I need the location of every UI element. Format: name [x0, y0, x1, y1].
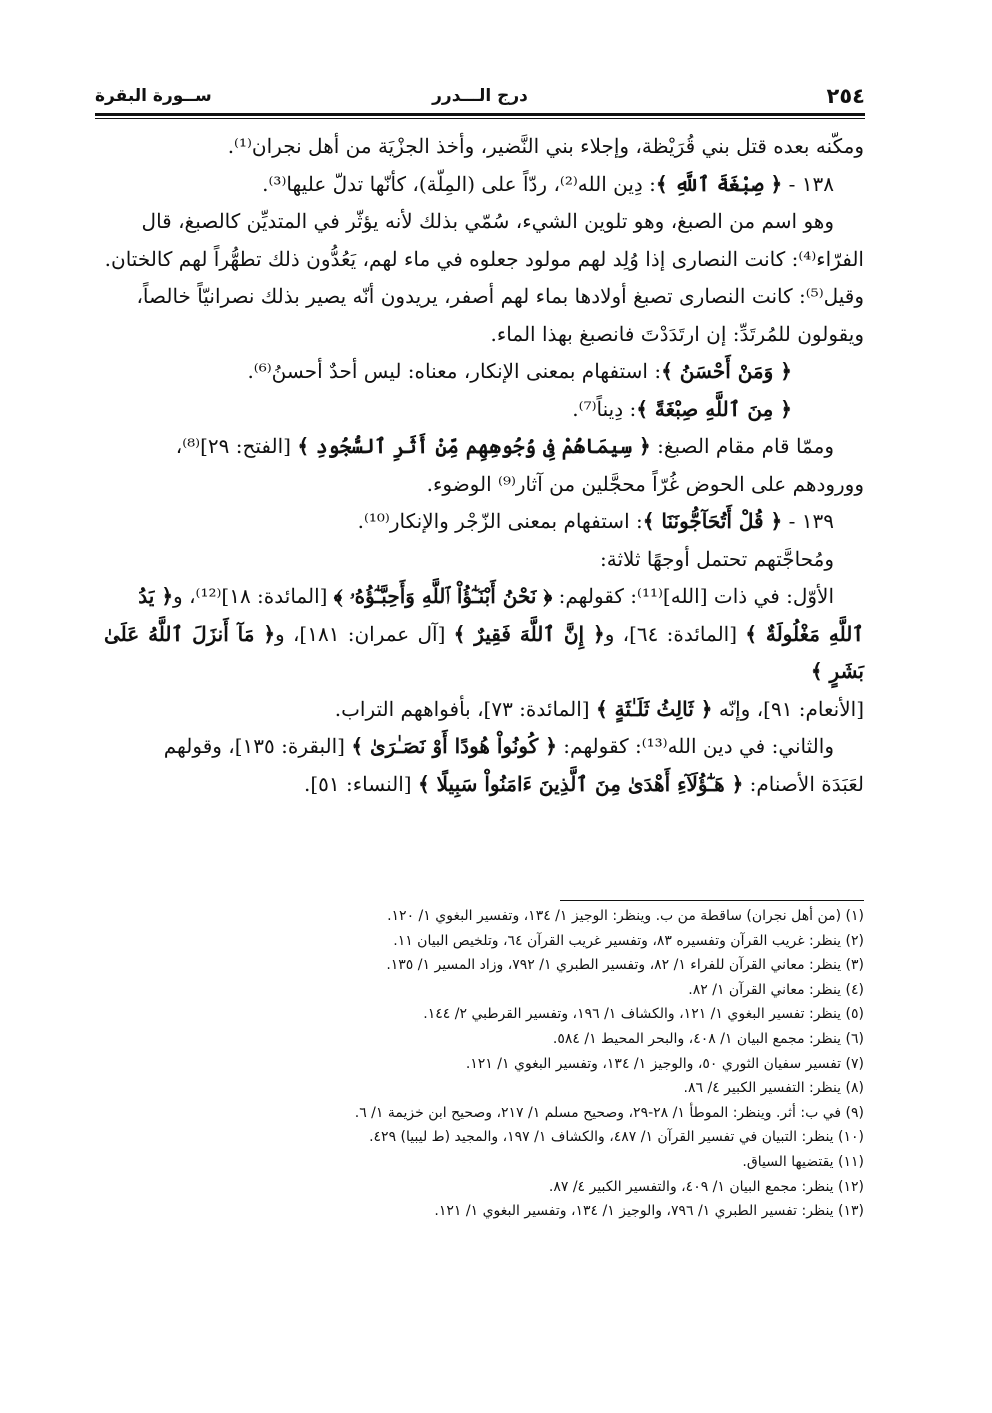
text-span: والثاني: في دين الله⁽¹³⁾: كقولهم: [556, 734, 834, 758]
footnote: (٨) ينظر: التفسير الكبير ٤/ ٨٦. [683, 1080, 864, 1097]
text-span: [الفتح: ٢٩]⁽⁸⁾، [175, 434, 298, 458]
text-line [104, 691, 864, 729]
footnote: (٥) ينظر: تفسير البغوي ١/ ١٢١، والكشاف ١/ ١٩٦، وتفسير القرطبي ٢/ ١٤٤. [423, 1006, 864, 1023]
text-span: الأوّل: في ذات [الله]⁽¹¹⁾: كقولهم: [552, 584, 834, 608]
quran-quote: ﴿ صِبْغَةَ ٱللَّهِ ﴾ [655, 171, 783, 196]
text-line: وقيل⁽⁵⁾: كانت النصارى تصبغ أولادها بماء لهم أصفر، يريدون أنّه يصير بذلك نصرانيّاً خالصاً، [136, 284, 864, 308]
footnote: (١) (من أهل نجران) ساقطة من ب. وينظر: الوجيز ١/ ١٣٤، وتفسير البغوي ١/ ١٢٠. [387, 908, 864, 924]
footnote: (١٢) ينظر: مجمع البيان ١/ ٤٠٩، والتفسير الكبير ٤/ ٨٧. [548, 1178, 864, 1195]
text-span: وممّا قام مقام الصبغ: [650, 434, 834, 458]
page-number: ٢٥٤ [826, 84, 865, 108]
footnote: (٩) في ب: أثر. وينظر: الموطأ ١/ ٢٨-٢٩، وصحيح مسلم ١/ ٢١٧، وصحيح ابن خزيمة ١/ ٦. [354, 1104, 864, 1121]
quran-quote: ﴿ وَمَنْ أَحْسَنُ ﴾ [661, 359, 792, 383]
text-line: الفرّاء⁽⁴⁾: كانت النصارى إذا وُلِد لهم مولود جعلوه في ماء لهم، يَعُدُّون ذلك تطهُّراً لهم كالختان. [104, 246, 864, 271]
text-span: : دِين الله⁽²⁾، ردّاً على (المِلّة)، كأنّها تدلّ عليها⁽³⁾. [262, 171, 656, 196]
text-span: [البقرة: ١٣٥]، وقولهم [163, 734, 352, 758]
text-span: : استفهام بمعنى الزّجْر والإنكار⁽¹⁰⁾. [357, 509, 643, 533]
footnote: (١٠) ينظر: التبيان في تفسير القرآن ١/ ٤٨٧، والكشاف ١/ ١٩٧، والمجيد (ط ليبيا) ٤٢٩. [369, 1129, 864, 1146]
text-line: وورودهم على الحوض غُرّاً محجَّلين من آثار⁽⁹⁾ الوضوء. [426, 471, 864, 496]
verse-number: ١٣٩ - [782, 509, 834, 533]
quran-quote: ﴿ ثَالِثُ ثَلَـٰثَةٍ ﴾ [595, 696, 713, 721]
quran-quote: ﴿ مَآ أَنزَلَ ٱللَّهُ عَلَىٰ بَشَرٍ ﴾ [104, 621, 864, 683]
text-span: [المائدة: ١٨]⁽¹²⁾، و [173, 584, 334, 608]
quran-quote: ﴿ نَحْنُ أَبْنَـٰٓؤُاْ ٱللَّهِ وَأَحِبَّـٰٓؤُهُۥ ﴾ [333, 584, 553, 608]
footnote: (١١) يقتضيها السياق. [742, 1153, 864, 1170]
text-line [104, 616, 864, 691]
text-line: ومكّنه بعده قتل بني قُرَيْظة، وإجلاء بني النَّضير، وأخذ الجزْيَة من أهل نجران⁽¹⁾. [227, 134, 864, 158]
text-span: لعَبَدَة الأصنام: [743, 771, 864, 796]
footnote: (٣) ينظر: معاني القرآن للفراء ١/ ٨٢، وتفسير الطبري ١/ ٧٩٢، وزاد المسير ١/ ١٣٥. [386, 957, 864, 974]
quran-quote: ﴿ مِنَ ٱللَّهِ صِبْغَةً ﴾ [636, 396, 792, 421]
footnote: (٦) ينظر: مجمع البيان ١/ ٤٠٨، والبحر المحيط ١/ ٥٨٤. [552, 1030, 864, 1047]
text-line [104, 353, 864, 391]
text-span: [الأنعام: ٩١]، وإنّه [712, 696, 864, 721]
text-line [104, 578, 864, 616]
text-line: وهو اسم من الصبغ، وهو تلوين الشيء، سُمّي بذلك لأنه يؤثّر في المتديِّن كالصبغ، قال [141, 209, 834, 233]
verse-number: ١٣٨ - [782, 171, 834, 196]
header-rule-thick [95, 113, 865, 116]
quran-quote: ﴿ قُلْ أَتُحَآجُّونَنَا ﴾ [642, 509, 783, 533]
footnote-separator [560, 900, 864, 901]
quran-quote: ﴿ كُونُواْ هُودًا أَوْ نَصَـٰرَىٰ ﴾ [351, 734, 557, 758]
text-line [104, 766, 864, 804]
quran-quote: ﴿ هَـٰٓؤُلَآءِ أَهْدَىٰ مِنَ ٱلَّذِينَ ءَامَنُواْ سَبِيلًا ﴾ [417, 771, 744, 796]
text-span: [النساء: ٥١]. [304, 771, 418, 796]
text-line [104, 728, 864, 766]
footnote: (٢) ينظر: غريب القرآن وتفسيره ٨٣، وتفسير غريب القرآن ٦٤، وتلخيص البيان ١١. [393, 932, 864, 949]
quran-quote: ﴿ يَدُ [138, 584, 174, 608]
text-span: : دِيناً⁽⁷⁾. [572, 396, 637, 421]
text-span: [المائدة: ٧٣]، بأفواههم التراب. [334, 696, 596, 721]
verse-139-line [104, 503, 864, 541]
main-text [104, 128, 864, 803]
quran-quote: ٱللَّهِ مَغْلُولَةٌ ﴾ [745, 621, 865, 646]
text-line [104, 428, 864, 466]
surah-title: ســورة البقرة [95, 86, 212, 106]
running-header [95, 84, 865, 114]
text-span: : استفهام بمعنى الإنكار، معناه: ليس أحدٌ أحسنُ⁽⁶⁾. [247, 359, 662, 383]
quran-quote: ﴿ سِيمَاهُمْ فِى وُجُوهِهِم مِّنْ أَثَرِ ٱلسُّجُودِ ﴾ [297, 434, 651, 458]
text-line: ومُحاجَّتهم تحتمل أوجهًا ثلاثة: [599, 546, 834, 571]
text-span: [آل عمران: ١٨١]، و [275, 621, 454, 646]
text-line [104, 391, 864, 429]
text-line: ويقولون للمُرتَدِّ: إن ارتَدَدْتَ فانصبغ بهذا الماء. [490, 321, 864, 346]
quran-quote: ﴿ إِنَّ ٱللَّهَ فَقِيرٌ ﴾ [453, 621, 605, 646]
footnote: (١٣) ينظر: تفسير الطبري ١/ ٧٩٦، والوجيز ١/ ١٣٤، وتفسير البغوي ١/ ١٢١. [434, 1203, 864, 1220]
footnote: (٧) تفسير سفيان الثوري ٥٠، والوجيز ١/ ١٣٤، وتفسير البغوي ١/ ١٢١. [465, 1055, 864, 1072]
header-rule-thin [95, 118, 865, 119]
footnote: (٤) ينظر: معاني القرآن ١/ ٨٢. [688, 981, 864, 998]
verse-138-line [104, 166, 864, 204]
footnotes [104, 904, 864, 1224]
text-span: [المائدة: ٦٤]، و [604, 621, 746, 646]
book-title: درج الـــدرر [432, 86, 528, 106]
